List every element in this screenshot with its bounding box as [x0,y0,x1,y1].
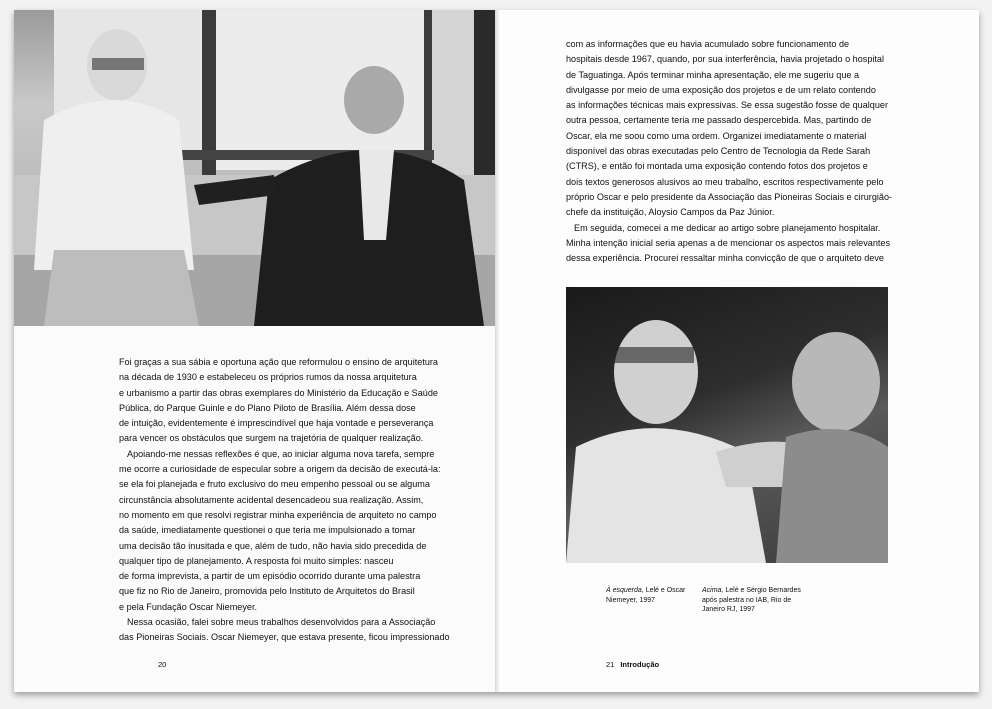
text-line: na década de 1930 e estabeleceu os próprios rumos da nossa arquitetura [119,372,417,383]
caption-text: Lelé e Sérgio Bernardes após palestra no IAB, Rio de Janeiro RJ, 1997 [702,587,801,613]
text-line: divulgasse por meio de uma exposição dos projetos e de um relato contendo [566,84,876,95]
text-line: as informações técnicas mais expressivas. Se essa sugestão fosse de qualquer [566,100,888,111]
page-number-left: 20 [158,660,167,669]
text-line: chefe da instituição, Aloysio Campos da Paz Júnior. [566,207,775,218]
text-line: qualquer tipo de planejamento. A resposta foi muito simples: nasceu [119,555,394,566]
text-line: de Taguatinga. Após terminar minha apresentação, ele me sugeriu que a [566,69,860,80]
paragraph [119,355,469,447]
paragraph [566,37,906,221]
text-line: e pela Fundação Oscar Niemeyer. [119,601,257,612]
caption-above [702,586,802,615]
right-page [499,10,979,692]
text-line: dois textos generosos alusivos ao meu trabalho, escritos respectivamente pelo [566,176,884,187]
paragraph [119,447,469,615]
text-line: que fiz no Rio de Janeiro, promovida pelo Instituto de Arquitetos do Brasil [119,586,415,597]
left-page [14,10,497,692]
text-line: circunstância absolutamente acidental desencadeou sua realização. Assim, [119,494,424,505]
text-line: Nessa ocasião, falei sobre meus trabalhos desenvolvidos para a Associação [127,617,436,628]
photo-lele-and-oscar-niemeyer [14,10,495,326]
page-footer-right [606,660,659,669]
text-line: com as informações que eu havia acumulado sobre funcionamento de [566,39,850,49]
text-line: (CTRS), e então foi montada uma exposição contendo fotos dos projetos e [566,161,868,172]
text-line: próprio Oscar e pelo presidente da Associação das Pioneiras Sociais e cirurgião- [566,191,893,202]
text-line: de forma imprevista, a partir de um episódio ocorrido durante uma palestra [119,571,421,582]
caption-left [606,586,696,605]
caption-text: Lelé e Oscar Niemeyer, 1997 [606,587,686,604]
paragraph [566,221,906,267]
section-name: Introdução [620,660,660,669]
photo-illustration [566,287,888,563]
text-line: no momento em que resolvi registrar minha experiência de arquiteto no campo [119,509,437,520]
text-line: Foi graças a sua sábia e oportuna ação que reformulou o ensino de arquitetura [119,357,438,367]
page-number-right: 21 [606,660,615,669]
text-line: me ocorre a curiosidade de especular sobre a origem da decisão de executá-la: [119,464,441,475]
text-line: Minha intenção inicial seria apenas a de mencionar os aspectos mais relevantes [566,237,891,248]
text-line: e urbanismo a partir das obras exemplares do Ministério da Educação e Saúde [119,387,438,398]
text-line: Apoiando-me nessas reflexões é que, ao iniciar alguma nova tarefa, sempre [127,448,435,459]
text-line: Em seguida, comecei a me dedicar ao artigo sobre planejamento hospitalar. [574,222,881,233]
paragraph [119,615,469,646]
caption-italic: Acima, [702,587,724,594]
text-line: se ela foi planejada e fruto exclusivo do meu empenho pessoal ou se alguma [119,479,430,490]
left-page-body-text [119,355,469,646]
text-line: Oscar, ela me soou como uma ordem. Organizei imediatamente o material [566,130,867,141]
text-line: disponível das obras executadas pelo Centro de Tecnologia da Rede Sarah [566,146,871,157]
text-line: das Pioneiras Sociais. Oscar Niemeyer, que estava presente, ficou impressionado [119,632,450,643]
text-line: para vencer os obstáculos que surgem na trajetória de qualquer realização. [119,433,424,444]
right-page-body-text [566,37,906,266]
photo-lele-and-sergio-bernardes [566,287,888,563]
text-line: outra pessoa, certamente teria me passado despercebida. Mas, partindo de [566,115,872,126]
text-line: dessa experiência. Procurei ressaltar minha convicção de que o arquiteto deve [566,253,884,264]
caption-italic: À esquerda, [606,587,644,594]
text-line: hospitais desde 1967, quando, por sua interferência, havia projetado o hospital [566,54,884,65]
book-spread [14,10,979,692]
text-line: Pública, do Parque Guinle e do Plano Piloto de Brasília. Além dessa dose [119,402,416,413]
text-line: da saúde, imediatamente questionei o que teria me impulsionado a tomar [119,525,416,536]
text-line: uma decisão tão inusitada e que, além de tudo, não havia sido precedida de [119,540,427,551]
text-line: de intuição, evidentemente é imprescindível que haja vontade e perseverança [119,418,434,429]
photo-illustration [14,10,495,326]
